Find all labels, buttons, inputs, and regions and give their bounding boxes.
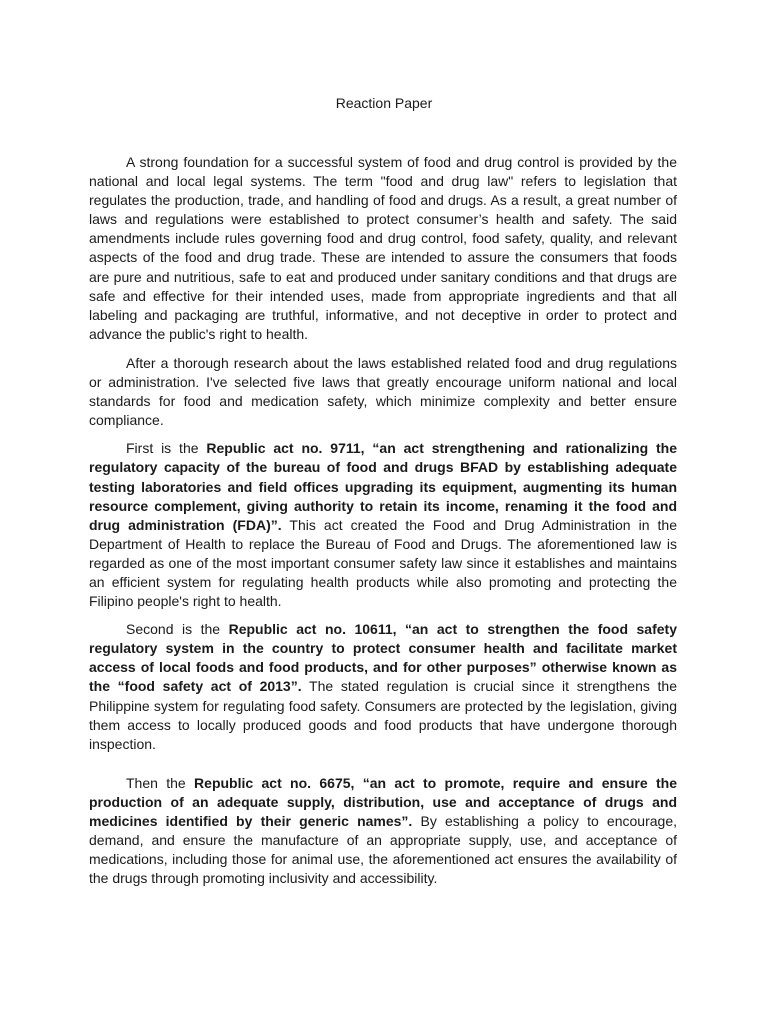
- paragraph-ra-6675: [89, 774, 677, 889]
- paragraph-tail: The stated regulation is crucial since it strengthens the Philippine system for regulating food safety. Consumers are protected by the legislation, giving them access to locally produced goods and food products that have undergone thorough inspection.: [89, 678, 678, 752]
- paragraph-lead: First is the: [126, 440, 207, 457]
- paragraph-ra-9711: [89, 439, 677, 611]
- law-title-ra-6675: Republic act no. 6675, “an act to promote, require and ensure the production of an adequate supply, distribution, use and acceptance of drugs and medicines identified by their generic names”.: [89, 774, 678, 829]
- paragraph-tail: This act created the Food and Drug Administration in the Department of Health to replace the Bureau of Food and Drugs. The aforementioned law is regarded as one of the most important consumer safety law since it establishes and maintains an efficient system for regulating health products while also promoting and protecting the Filipino people's right to health.: [89, 516, 678, 610]
- paragraph-text: After a thorough research about the laws established related food and drug regulations or administration. I've selected five laws that greatly encourage uniform national and local standards for food and medication safety, which minimize complexity and better ensure compliance.: [89, 354, 677, 429]
- document-body: [89, 153, 677, 896]
- law-title-ra-10611: Republic act no. 10611, “an act to strengthen the food safety regulatory system in the country to protect consumer health and facilitate market access of local foods and food products, and for other purposes” otherwise known as the “food safety act of 2013”.: [89, 621, 677, 695]
- law-title-ra-9711: Republic act no. 9711, “an act strengthening and rationalizing the regulatory capacity of the bureau of food and drugs BFAD by establishing adequate testing laboratories and field offices upgrading its equipment, augmenting its human resource complement, giving authority to retain its income, renaming it the food and drug administration (FDA)”.: [89, 440, 677, 533]
- paragraph-tail: By establishing a policy to encourage, demand, and ensure the manufacture of an appropriate supply, use, and acceptance of medications, including those for animal use, the aforementioned act ensures the availability of the drugs through promoting inclusivity and accessibility.: [89, 813, 677, 887]
- paragraph-lead: Second is the: [126, 621, 229, 638]
- paragraph-introduction: [89, 153, 677, 344]
- paragraph-ra-10611: [89, 620, 677, 754]
- paragraph-lead: Then the: [126, 774, 195, 791]
- document-title: Reaction Paper: [335, 95, 433, 111]
- paragraph-selection: [89, 354, 677, 430]
- paragraph-text: A strong foundation for a successful system of food and drug control is provided by the national and local legal systems. The term "food and drug law" refers to legislation that regulates the production, trade, and handling of food and drugs. As a result, a great number of laws and regulations were established to protect consumer’s health and safety. The said amendments include rules governing food and drug control, food safety, quality, and relevant aspects of the food and drug trade. These are intended to assure the consumers that foods are pure and nutritious, safe to eat and produced under sanitary conditions and that drugs are safe and effective for their intended uses, made from appropriate ingredients and that all labeling and packaging are truthful, informative, and not deceptive in order to protect and advance the public's right to health.: [89, 154, 677, 342]
